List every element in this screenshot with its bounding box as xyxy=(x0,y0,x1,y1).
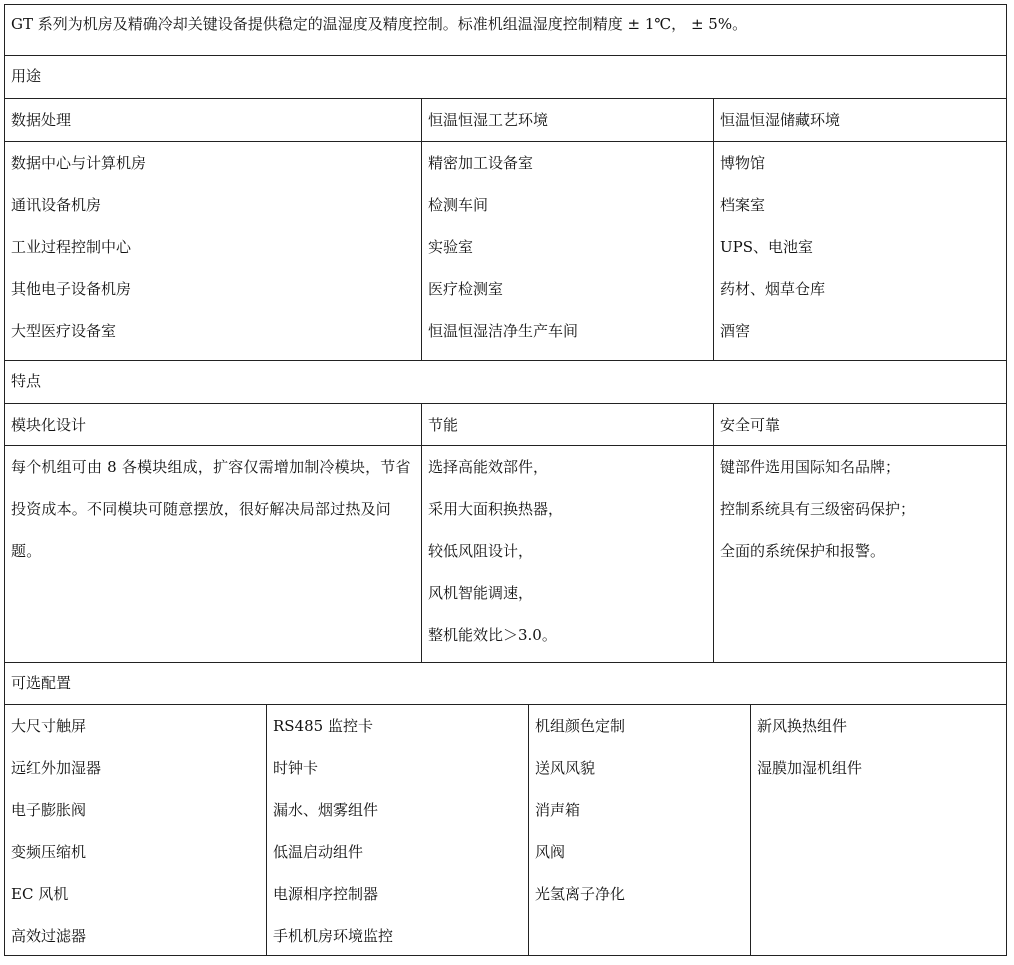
features-title: 特点 xyxy=(11,372,42,390)
list-item: 数据中心与计算机房 xyxy=(11,154,147,172)
usage-heading-cell xyxy=(421,99,713,141)
features-heading-energy: 节能 xyxy=(428,416,459,434)
list-item: 高效过滤器 xyxy=(11,927,87,945)
list-item: 档案室 xyxy=(720,196,766,214)
usage-heading-cell xyxy=(5,99,421,141)
usage-items-cell xyxy=(713,142,1006,360)
list-item: 大型医疗设备室 xyxy=(11,322,117,340)
list-item: 实验室 xyxy=(428,238,474,256)
list-item: 远红外加湿器 xyxy=(11,759,102,777)
features-content-cell xyxy=(5,446,421,662)
modular-description: 每个机组可由 8 各模块组成，扩容仅需增加制冷模块，节省投资成本。不同模块可随意摆放，很好解决局部过热及问题。 xyxy=(11,458,411,560)
usage-heading-process-environment: 恒温恒湿工艺环境 xyxy=(428,111,549,129)
usage-heading-storage-environment: 恒温恒湿储藏环境 xyxy=(720,111,841,129)
features-heading-row xyxy=(5,404,1006,446)
list-item: 医疗检测室 xyxy=(428,280,504,298)
list-item: 手机机房环境监控 xyxy=(273,927,394,945)
list-item: 控制系统具有三级密码保护； xyxy=(720,500,916,518)
features-heading-modular: 模块化设计 xyxy=(11,416,87,434)
features-heading-cell xyxy=(5,404,421,445)
list-item: 酒窖 xyxy=(720,322,751,340)
list-item: 较低风阻设计， xyxy=(428,542,534,560)
usage-title: 用途 xyxy=(11,67,42,85)
intro-text: GT 系列为机房及精确冷却关键设备提供稳定的温湿度及精度控制。标准机组温湿度控制精度 ± 1℃， ± 5%。 xyxy=(11,15,748,33)
list-item: 整机能效比＞3.0。 xyxy=(428,626,557,644)
usage-heading-cell xyxy=(713,99,1006,141)
usage-heading-row xyxy=(5,99,1006,142)
list-item: 送风风貌 xyxy=(535,759,596,777)
list-item: 工业过程控制中心 xyxy=(11,238,132,256)
list-item: 光氢离子净化 xyxy=(535,885,626,903)
list-item: 时钟卡 xyxy=(273,759,319,777)
list-item: 恒温恒湿洁净生产车间 xyxy=(428,322,579,340)
list-item: 变频压缩机 xyxy=(11,843,87,861)
list-item: 机组颜色定制 xyxy=(535,717,626,735)
list-item: 精密加工设备室 xyxy=(428,154,534,172)
list-item: 药材、烟草仓库 xyxy=(720,280,826,298)
options-column xyxy=(266,705,528,955)
options-title: 可选配置 xyxy=(11,674,72,692)
list-item: 检测车间 xyxy=(428,196,489,214)
list-item: 大尺寸触屏 xyxy=(11,717,87,735)
options-content-row xyxy=(5,705,1006,955)
usage-items-row xyxy=(5,142,1006,361)
usage-heading-data-processing: 数据处理 xyxy=(11,111,72,129)
features-heading-cell xyxy=(713,404,1006,445)
spec-table xyxy=(4,4,1007,956)
list-item: UPS、电池室 xyxy=(720,238,814,256)
list-item: 选择高能效部件， xyxy=(428,458,549,476)
list-item: 电源相序控制器 xyxy=(273,885,379,903)
list-item: 低温启动组件 xyxy=(273,843,364,861)
features-content-cell xyxy=(713,446,1006,662)
features-content-cell xyxy=(421,446,713,662)
list-item: 采用大面积换热器， xyxy=(428,500,564,518)
list-item: 电子膨胀阀 xyxy=(11,801,87,819)
list-item: RS485 监控卡 xyxy=(273,717,373,735)
options-title-row xyxy=(5,663,1006,705)
features-content-row xyxy=(5,446,1006,663)
list-item: 全面的系统保护和报警。 xyxy=(720,542,886,560)
usage-title-row xyxy=(5,56,1006,99)
intro-row xyxy=(5,5,1006,56)
usage-items-cell xyxy=(421,142,713,360)
options-column xyxy=(528,705,750,955)
list-item: 键部件选用国际知名品牌； xyxy=(720,458,901,476)
usage-items-cell xyxy=(5,142,421,360)
options-column xyxy=(5,705,266,955)
list-item: 风阀 xyxy=(535,843,566,861)
list-item: 风机智能调速， xyxy=(428,584,534,602)
list-item: 消声箱 xyxy=(535,801,581,819)
list-item: 漏水、烟雾组件 xyxy=(273,801,379,819)
list-item: 通讯设备机房 xyxy=(11,196,102,214)
features-title-row xyxy=(5,361,1006,404)
features-heading-cell xyxy=(421,404,713,445)
options-column xyxy=(750,705,1006,955)
list-item: 博物馆 xyxy=(720,154,766,172)
features-heading-safety: 安全可靠 xyxy=(720,416,781,434)
list-item: 新风换热组件 xyxy=(757,717,848,735)
list-item: 湿膜加湿机组件 xyxy=(757,759,863,777)
list-item: EC 风机 xyxy=(11,885,69,903)
list-item: 其他电子设备机房 xyxy=(11,280,132,298)
